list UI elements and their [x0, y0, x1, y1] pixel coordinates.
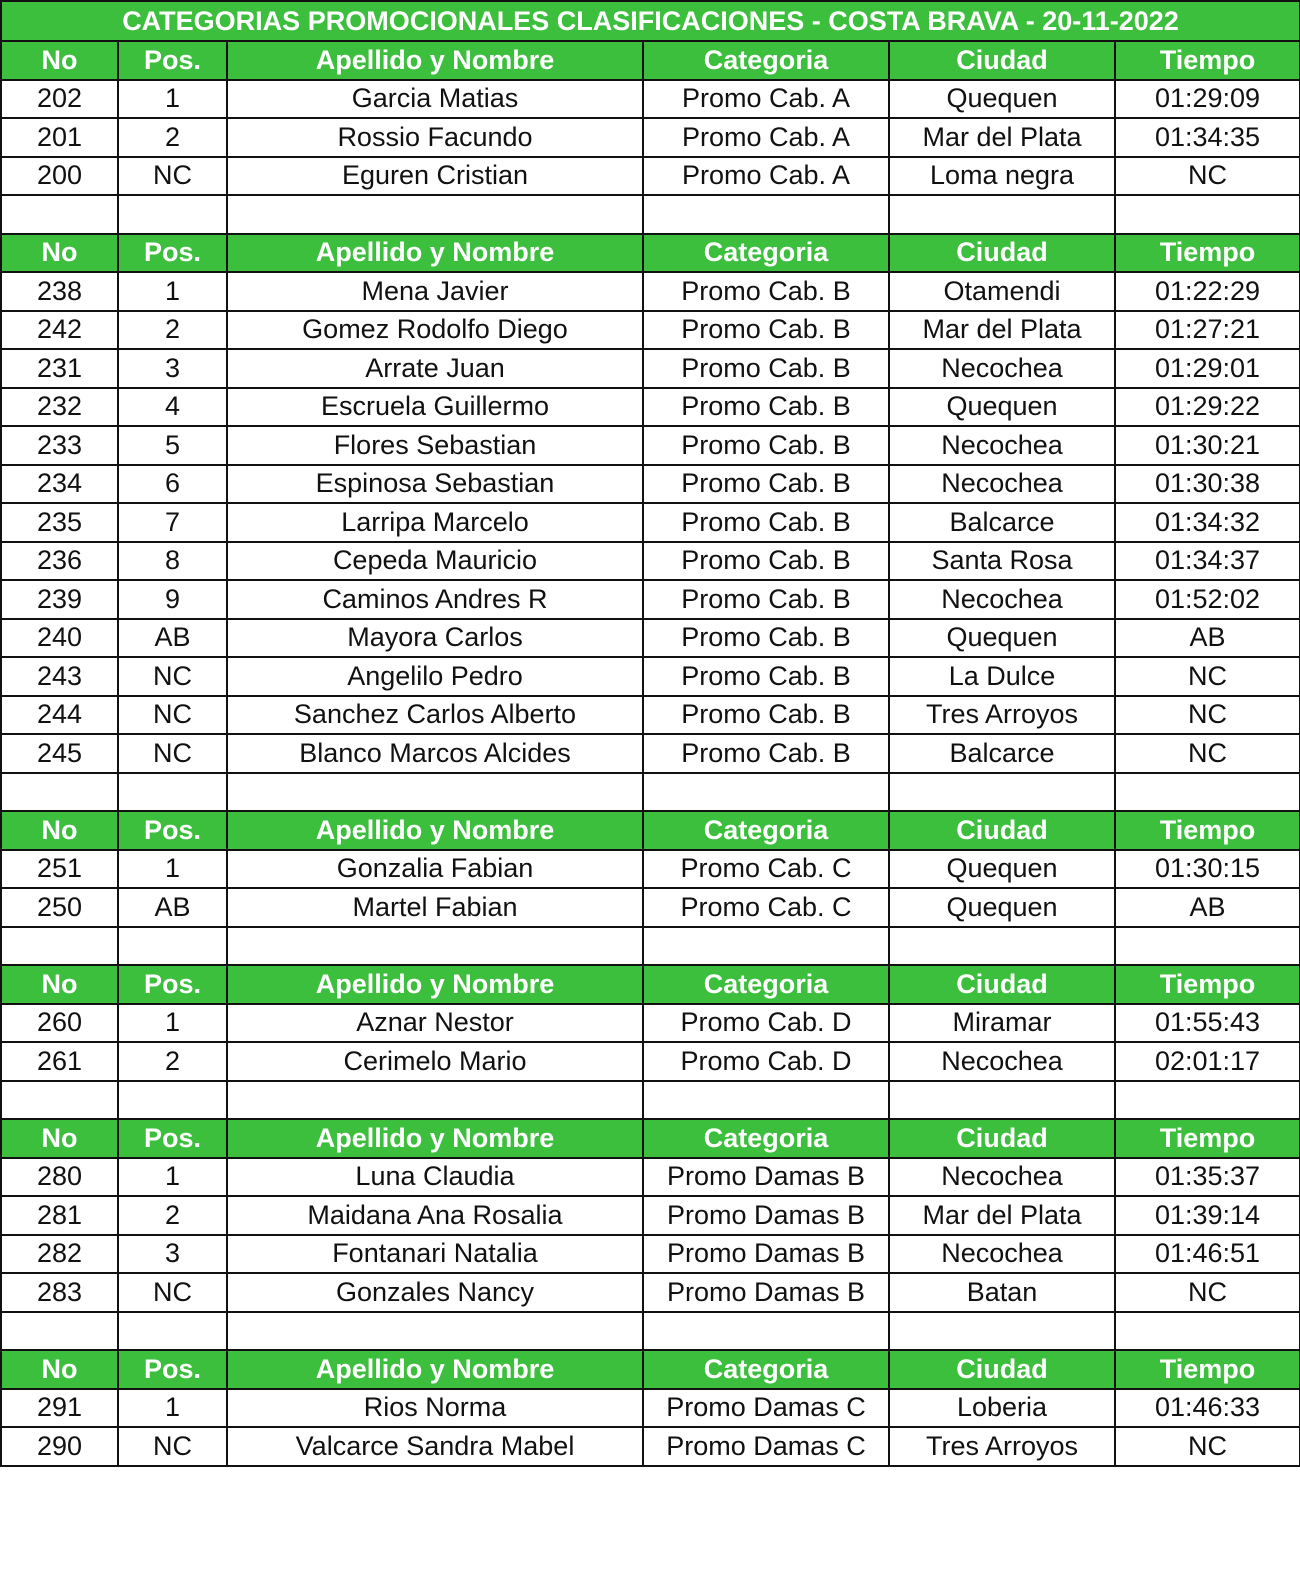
cell-time: 01:30:21 — [1115, 426, 1300, 465]
cell-city: Batan — [889, 1273, 1115, 1312]
table-row — [1, 426, 1300, 465]
cell-category: Promo Cab. B — [643, 657, 889, 696]
header-time: Tiempo — [1115, 234, 1300, 273]
header-position: Pos. — [118, 234, 227, 273]
cell-position: 3 — [118, 349, 227, 388]
cell-time: 01:34:35 — [1115, 118, 1300, 157]
cell-category: Promo Cab. B — [643, 503, 889, 542]
cell-position: 2 — [118, 1042, 227, 1081]
cell-name: Maidana Ana Rosalia — [227, 1196, 643, 1235]
table-row — [1, 1158, 1300, 1197]
cell-city: Tres Arroyos — [889, 696, 1115, 735]
header-no: No — [1, 811, 118, 850]
cell-position: NC — [118, 1273, 227, 1312]
cell-time: 01:39:14 — [1115, 1196, 1300, 1235]
empty-cell — [643, 1312, 889, 1351]
cell-city: Quequen — [889, 388, 1115, 427]
cell-position: 8 — [118, 542, 227, 581]
cell-position: NC — [118, 696, 227, 735]
cell-category: Promo Cab. B — [643, 542, 889, 581]
cell-time: 01:30:38 — [1115, 465, 1300, 504]
cell-time: 02:01:17 — [1115, 1042, 1300, 1081]
empty-cell — [118, 1081, 227, 1120]
cell-no: 233 — [1, 426, 118, 465]
cell-category: Promo Cab. B — [643, 696, 889, 735]
cell-city: Quequen — [889, 80, 1115, 119]
table-row — [1, 118, 1300, 157]
cell-position: 1 — [118, 80, 227, 119]
cell-name: Valcarce Sandra Mabel — [227, 1427, 643, 1466]
cell-name: Martel Fabian — [227, 888, 643, 927]
cell-no: 239 — [1, 580, 118, 619]
empty-cell — [889, 773, 1115, 812]
cell-time: 01:52:02 — [1115, 580, 1300, 619]
cell-category: Promo Cab. C — [643, 888, 889, 927]
cell-city: La Dulce — [889, 657, 1115, 696]
cell-city: Otamendi — [889, 272, 1115, 311]
empty-cell — [1, 927, 118, 966]
cell-city: Miramar — [889, 1004, 1115, 1043]
empty-cell — [118, 773, 227, 812]
empty-cell — [889, 1312, 1115, 1351]
cell-no: 238 — [1, 272, 118, 311]
header-time: Tiempo — [1115, 811, 1300, 850]
cell-time: 01:29:01 — [1115, 349, 1300, 388]
page-title: CATEGORIAS PROMOCIONALES CLASIFICACIONES - COSTA BRAVA - 20-11-2022 — [1, 1, 1300, 41]
cell-position: 1 — [118, 1158, 227, 1197]
cell-city: Necochea — [889, 349, 1115, 388]
cell-time: AB — [1115, 888, 1300, 927]
column-header-row — [1, 234, 1300, 273]
empty-cell — [1, 195, 118, 234]
cell-no: 243 — [1, 657, 118, 696]
cell-name: Luna Claudia — [227, 1158, 643, 1197]
cell-position: 1 — [118, 1004, 227, 1043]
table-row — [1, 888, 1300, 927]
cell-category: Promo Cab. B — [643, 734, 889, 773]
cell-position: 2 — [118, 118, 227, 157]
table-row — [1, 1042, 1300, 1081]
cell-category: Promo Damas C — [643, 1389, 889, 1428]
cell-time: 01:27:21 — [1115, 311, 1300, 350]
cell-time: 01:29:09 — [1115, 80, 1300, 119]
header-position: Pos. — [118, 1350, 227, 1389]
cell-no: 201 — [1, 118, 118, 157]
column-header-row — [1, 1119, 1300, 1158]
cell-name: Cerimelo Mario — [227, 1042, 643, 1081]
cell-city: Necochea — [889, 1235, 1115, 1274]
cell-no: 283 — [1, 1273, 118, 1312]
cell-time: NC — [1115, 734, 1300, 773]
header-category: Categoria — [643, 965, 889, 1004]
cell-position: NC — [118, 157, 227, 196]
spacer-row — [1, 1081, 1300, 1120]
cell-position: AB — [118, 619, 227, 658]
column-header-row — [1, 1350, 1300, 1389]
header-category: Categoria — [643, 811, 889, 850]
cell-category: Promo Cab. A — [643, 157, 889, 196]
cell-city: Loma negra — [889, 157, 1115, 196]
header-city: Ciudad — [889, 41, 1115, 80]
cell-city: Quequen — [889, 850, 1115, 889]
table-row — [1, 657, 1300, 696]
cell-no: 290 — [1, 1427, 118, 1466]
cell-name: Gomez Rodolfo Diego — [227, 311, 643, 350]
header-time: Tiempo — [1115, 1119, 1300, 1158]
cell-name: Aznar Nestor — [227, 1004, 643, 1043]
table-row — [1, 349, 1300, 388]
cell-no: 282 — [1, 1235, 118, 1274]
cell-time: 01:30:15 — [1115, 850, 1300, 889]
empty-cell — [1, 773, 118, 812]
cell-time: 01:46:33 — [1115, 1389, 1300, 1428]
cell-position: 4 — [118, 388, 227, 427]
table-row — [1, 1273, 1300, 1312]
cell-name: Sanchez Carlos Alberto — [227, 696, 643, 735]
cell-category: Promo Cab. D — [643, 1004, 889, 1043]
table-row — [1, 465, 1300, 504]
empty-cell — [227, 195, 643, 234]
table-row — [1, 388, 1300, 427]
cell-position: NC — [118, 657, 227, 696]
header-position: Pos. — [118, 811, 227, 850]
header-city: Ciudad — [889, 1350, 1115, 1389]
cell-position: 2 — [118, 311, 227, 350]
header-time: Tiempo — [1115, 965, 1300, 1004]
cell-position: 7 — [118, 503, 227, 542]
empty-cell — [118, 1312, 227, 1351]
cell-time: 01:34:32 — [1115, 503, 1300, 542]
cell-name: Garcia Matias — [227, 80, 643, 119]
cell-no: 260 — [1, 1004, 118, 1043]
table-row — [1, 80, 1300, 119]
empty-cell — [1115, 1312, 1300, 1351]
table-row — [1, 580, 1300, 619]
cell-city: Balcarce — [889, 734, 1115, 773]
header-city: Ciudad — [889, 234, 1115, 273]
cell-time: NC — [1115, 1427, 1300, 1466]
cell-name: Mayora Carlos — [227, 619, 643, 658]
table-row — [1, 311, 1300, 350]
table-row — [1, 1196, 1300, 1235]
cell-city: Santa Rosa — [889, 542, 1115, 581]
column-header-row — [1, 965, 1300, 1004]
cell-time: AB — [1115, 619, 1300, 658]
cell-name: Arrate Juan — [227, 349, 643, 388]
cell-no: 231 — [1, 349, 118, 388]
cell-category: Promo Damas B — [643, 1235, 889, 1274]
cell-city: Tres Arroyos — [889, 1427, 1115, 1466]
header-name: Apellido y Nombre — [227, 1119, 643, 1158]
empty-cell — [227, 1081, 643, 1120]
cell-name: Rossio Facundo — [227, 118, 643, 157]
cell-name: Caminos Andres R — [227, 580, 643, 619]
results-table-body — [1, 1, 1300, 1466]
cell-no: 202 — [1, 80, 118, 119]
cell-position: 2 — [118, 1196, 227, 1235]
cell-name: Fontanari Natalia — [227, 1235, 643, 1274]
cell-category: Promo Cab. B — [643, 580, 889, 619]
cell-time: 01:55:43 — [1115, 1004, 1300, 1043]
cell-category: Promo Cab. D — [643, 1042, 889, 1081]
cell-time: 01:35:37 — [1115, 1158, 1300, 1197]
empty-cell — [227, 773, 643, 812]
cell-position: 5 — [118, 426, 227, 465]
table-row — [1, 272, 1300, 311]
cell-category: Promo Cab. B — [643, 619, 889, 658]
cell-no: 251 — [1, 850, 118, 889]
header-city: Ciudad — [889, 811, 1115, 850]
title-row — [1, 1, 1300, 41]
cell-no: 232 — [1, 388, 118, 427]
header-name: Apellido y Nombre — [227, 234, 643, 273]
empty-cell — [1115, 773, 1300, 812]
table-row — [1, 1004, 1300, 1043]
cell-category: Promo Cab. B — [643, 465, 889, 504]
cell-position: 9 — [118, 580, 227, 619]
table-row — [1, 1389, 1300, 1428]
empty-cell — [1115, 927, 1300, 966]
cell-name: Cepeda Mauricio — [227, 542, 643, 581]
header-name: Apellido y Nombre — [227, 965, 643, 1004]
cell-name: Gonzales Nancy — [227, 1273, 643, 1312]
cell-category: Promo Cab. B — [643, 426, 889, 465]
header-name: Apellido y Nombre — [227, 41, 643, 80]
cell-time: 01:46:51 — [1115, 1235, 1300, 1274]
cell-name: Gonzalia Fabian — [227, 850, 643, 889]
table-row — [1, 850, 1300, 889]
header-category: Categoria — [643, 234, 889, 273]
table-row — [1, 1235, 1300, 1274]
empty-cell — [227, 927, 643, 966]
cell-no: 280 — [1, 1158, 118, 1197]
cell-category: Promo Cab. B — [643, 349, 889, 388]
cell-category: Promo Cab. B — [643, 311, 889, 350]
spacer-row — [1, 773, 1300, 812]
cell-position: 3 — [118, 1235, 227, 1274]
header-name: Apellido y Nombre — [227, 811, 643, 850]
header-city: Ciudad — [889, 1119, 1115, 1158]
header-time: Tiempo — [1115, 1350, 1300, 1389]
header-position: Pos. — [118, 965, 227, 1004]
table-row — [1, 157, 1300, 196]
cell-name: Blanco Marcos Alcides — [227, 734, 643, 773]
empty-cell — [643, 927, 889, 966]
cell-city: Necochea — [889, 580, 1115, 619]
table-row — [1, 619, 1300, 658]
cell-no: 242 — [1, 311, 118, 350]
cell-name: Escruela Guillermo — [227, 388, 643, 427]
cell-time: NC — [1115, 657, 1300, 696]
empty-cell — [118, 195, 227, 234]
cell-city: Necochea — [889, 426, 1115, 465]
header-name: Apellido y Nombre — [227, 1350, 643, 1389]
cell-category: Promo Damas B — [643, 1158, 889, 1197]
header-position: Pos. — [118, 41, 227, 80]
empty-cell — [889, 927, 1115, 966]
cell-time: 01:29:22 — [1115, 388, 1300, 427]
cell-city: Mar del Plata — [889, 118, 1115, 157]
cell-time: NC — [1115, 157, 1300, 196]
cell-city: Quequen — [889, 888, 1115, 927]
cell-category: Promo Cab. A — [643, 118, 889, 157]
cell-no: 250 — [1, 888, 118, 927]
table-row — [1, 1427, 1300, 1466]
empty-cell — [643, 773, 889, 812]
cell-city: Mar del Plata — [889, 1196, 1115, 1235]
cell-time: NC — [1115, 1273, 1300, 1312]
cell-position: 1 — [118, 272, 227, 311]
cell-position: NC — [118, 734, 227, 773]
cell-category: Promo Cab. A — [643, 80, 889, 119]
cell-city: Mar del Plata — [889, 311, 1115, 350]
empty-cell — [1115, 1081, 1300, 1120]
cell-name: Larripa Marcelo — [227, 503, 643, 542]
header-category: Categoria — [643, 41, 889, 80]
cell-category: Promo Damas B — [643, 1196, 889, 1235]
header-city: Ciudad — [889, 965, 1115, 1004]
cell-no: 291 — [1, 1389, 118, 1428]
empty-cell — [1, 1081, 118, 1120]
cell-category: Promo Cab. B — [643, 388, 889, 427]
header-time: Tiempo — [1115, 41, 1300, 80]
spacer-row — [1, 1312, 1300, 1351]
column-header-row — [1, 811, 1300, 850]
cell-city: Necochea — [889, 1158, 1115, 1197]
cell-name: Espinosa Sebastian — [227, 465, 643, 504]
table-row — [1, 542, 1300, 581]
header-position: Pos. — [118, 1119, 227, 1158]
cell-position: NC — [118, 1427, 227, 1466]
empty-cell — [643, 195, 889, 234]
cell-category: Promo Damas C — [643, 1427, 889, 1466]
empty-cell — [643, 1081, 889, 1120]
header-no: No — [1, 1350, 118, 1389]
cell-position: 6 — [118, 465, 227, 504]
spacer-row — [1, 195, 1300, 234]
cell-city: Necochea — [889, 1042, 1115, 1081]
cell-category: Promo Damas B — [643, 1273, 889, 1312]
cell-no: 245 — [1, 734, 118, 773]
cell-city: Balcarce — [889, 503, 1115, 542]
empty-cell — [889, 195, 1115, 234]
cell-position: 1 — [118, 850, 227, 889]
cell-time: NC — [1115, 696, 1300, 735]
cell-name: Rios Norma — [227, 1389, 643, 1428]
cell-category: Promo Cab. B — [643, 272, 889, 311]
cell-category: Promo Cab. C — [643, 850, 889, 889]
table-row — [1, 696, 1300, 735]
empty-cell — [118, 927, 227, 966]
cell-no: 234 — [1, 465, 118, 504]
cell-time: 01:34:37 — [1115, 542, 1300, 581]
cell-city: Loberia — [889, 1389, 1115, 1428]
cell-position: 1 — [118, 1389, 227, 1428]
cell-no: 240 — [1, 619, 118, 658]
cell-no: 281 — [1, 1196, 118, 1235]
cell-name: Flores Sebastian — [227, 426, 643, 465]
cell-no: 244 — [1, 696, 118, 735]
cell-no: 236 — [1, 542, 118, 581]
spacer-row — [1, 927, 1300, 966]
empty-cell — [1115, 195, 1300, 234]
table-row — [1, 503, 1300, 542]
empty-cell — [889, 1081, 1115, 1120]
cell-no: 235 — [1, 503, 118, 542]
cell-name: Mena Javier — [227, 272, 643, 311]
column-header-row — [1, 41, 1300, 80]
cell-no: 200 — [1, 157, 118, 196]
empty-cell — [1, 1312, 118, 1351]
cell-time: 01:22:29 — [1115, 272, 1300, 311]
header-no: No — [1, 41, 118, 80]
header-no: No — [1, 234, 118, 273]
cell-no: 261 — [1, 1042, 118, 1081]
header-category: Categoria — [643, 1350, 889, 1389]
empty-cell — [227, 1312, 643, 1351]
table-row — [1, 734, 1300, 773]
cell-name: Angelilo Pedro — [227, 657, 643, 696]
cell-position: AB — [118, 888, 227, 927]
header-no: No — [1, 1119, 118, 1158]
cell-city: Necochea — [889, 465, 1115, 504]
header-category: Categoria — [643, 1119, 889, 1158]
cell-city: Quequen — [889, 619, 1115, 658]
cell-name: Eguren Cristian — [227, 157, 643, 196]
header-no: No — [1, 965, 118, 1004]
